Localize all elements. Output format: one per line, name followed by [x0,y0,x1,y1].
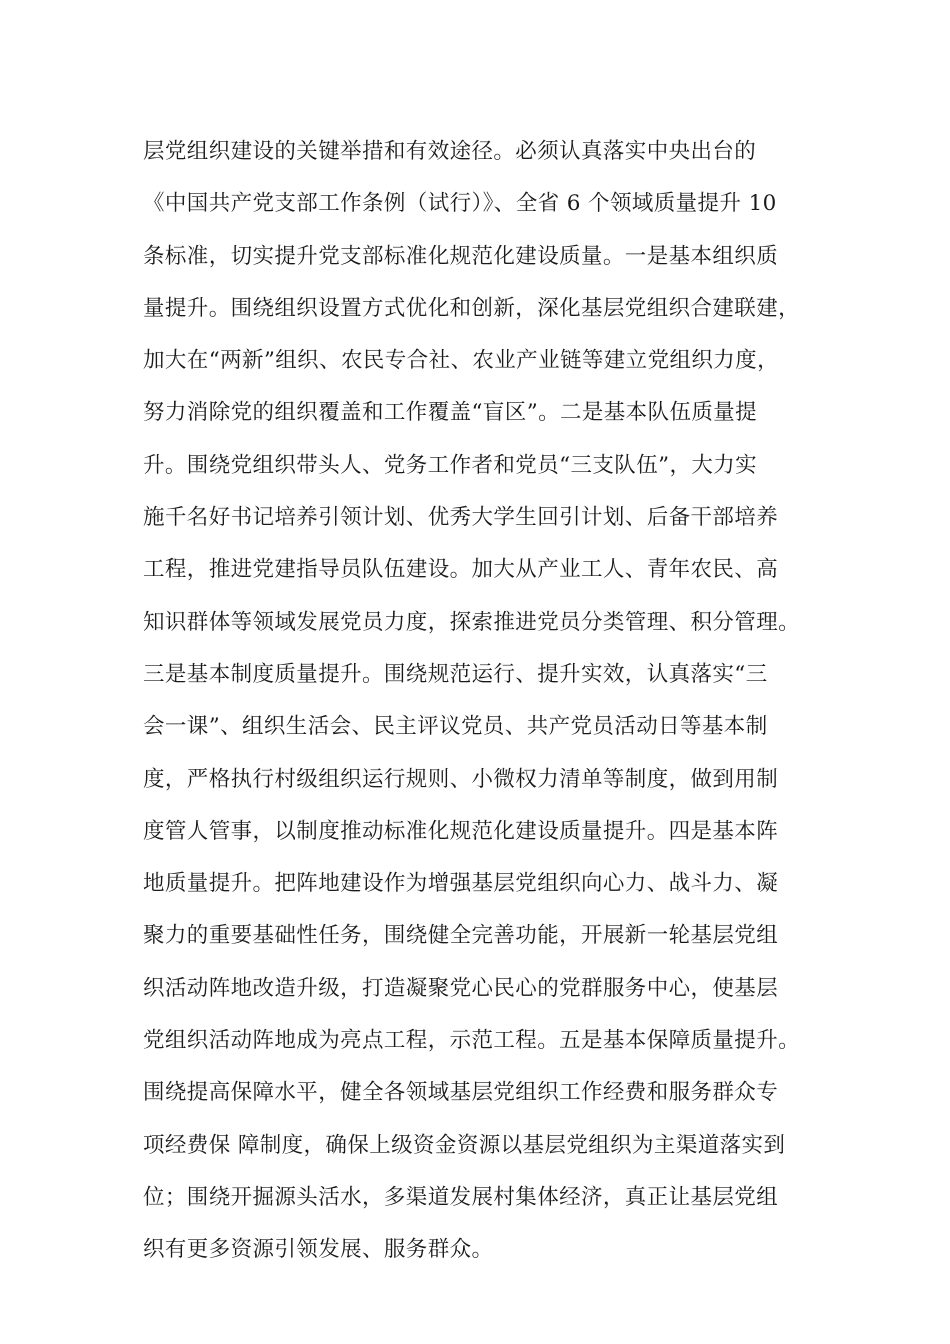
text-line: 努力消除党的组织覆盖和工作覆盖“盲区”。二是基本队伍质量提 [143,400,758,426]
text-line: 织有更多资源引领发展、服务群众。 [143,1237,494,1263]
text-line: 三是基本制度质量提升。围绕规范运行、提升实效，认真落实“三 [143,661,768,687]
text-line: 会一课”、组织生活会、民主评议党员、共产党员活动日等基本制 [143,714,768,740]
text-line: 升。围绕党组织带头人、党务工作者和党员“三支队伍”，大力实 [143,452,758,478]
text-line: 度，严格执行村级组织运行规则、小微权力清单等制度，做到用制 [143,766,779,792]
text-line: 党组织活动阵地成为亮点工程，示范工程。五是基本保障质量提升。 [143,1028,801,1054]
text-line: 《中国共产党支部工作条例（试行）》、全省 6 个领域质量提升 10 [143,191,777,217]
text-line: 织活动阵地改造升级，打造凝聚党心民心的党群服务中心，使基层 [143,975,779,1001]
text-line: 工程，推进党建指导员队伍建设。加大从产业工人、青年农民、高 [143,557,779,583]
text-line: 施千名好书记培养引领计划、优秀大学生回引计划、后备干部培养 [143,505,779,531]
text-line: 位；围绕开掘源头活水，多渠道发展村集体经济，真正让基层党组 [143,1184,779,1210]
body-paragraph [143,126,823,1277]
text-line: 层党组织建设的关键举措和有效途径。必须认真落实中央出台的 [143,139,757,164]
text-line: 度管人管事，以制度推动标准化规范化建设质量提升。四是基本阵 [143,818,779,844]
text-line: 知识群体等领域发展党员力度，探索推进党员分类管理、积分管理。 [143,609,801,635]
text-line: 条标准，切实提升党支部标准化规范化建设质量。一是基本组织质 [143,243,779,269]
text-line: 项经费保 障制度，确保上级资金资源以基层党组织为主渠道落实到 [143,1132,786,1158]
text-line: 地质量提升。把阵地建设作为增强基层党组织向心力、战斗力、凝 [143,871,779,897]
text-line: 围绕提高保障水平，健全各领域基层党组织工作经费和服务群众专 [143,1080,779,1106]
text-line: 量提升。围绕组织设置方式优化和创新，深化基层党组织合建联建， [143,295,801,321]
text-line: 聚力的重要基础性任务，围绕健全完善功能，开展新一轮基层党组 [143,923,779,949]
text-line: 加大在“两新”组织、农民专合社、农业产业链等建立党组织力度， [143,348,779,374]
